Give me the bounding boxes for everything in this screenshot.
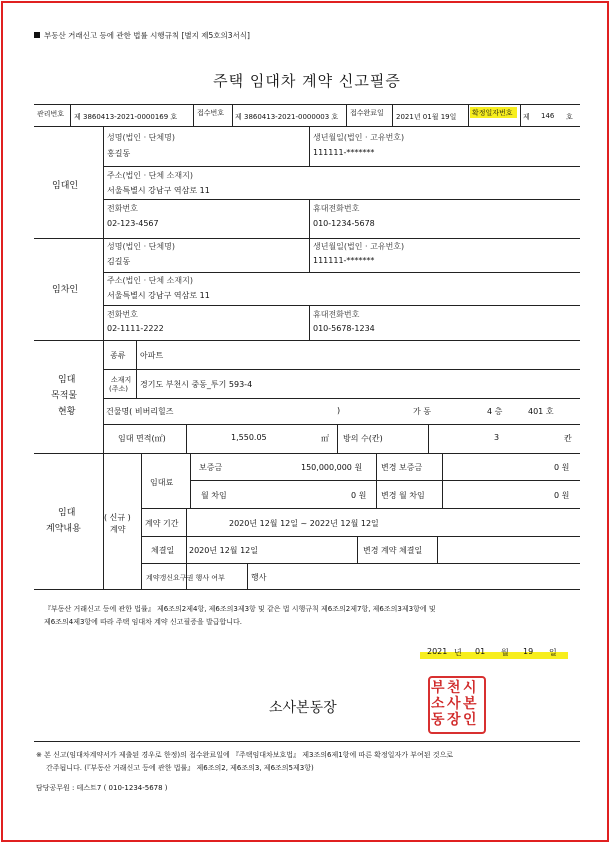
lessor-phone-value: 02-123-4567 [107, 219, 159, 228]
issue-day-unit: 일 [549, 648, 557, 657]
contract-section-label-2: 계약내용 [46, 524, 81, 534]
footnote-line-2: 간주됩니다. (『부동산 거래신고 등에 관한 법률』 제6조의2, 제6조의3, 제6조의5제3항) [46, 764, 314, 772]
property-location-value: 경기도 부천시 중동_투기 593-4 [140, 380, 253, 389]
lessor-birth-label: 생년월일(법인 · 고유번호) [313, 133, 405, 142]
property-building-label: 건물명( 비버리힐즈 [106, 407, 174, 416]
issue-month-unit: 월 [501, 648, 509, 657]
contract-section-label-1: 임대 [58, 508, 76, 518]
property-area-value: 1,550.05 [231, 433, 267, 442]
lessor-address-label: 주소(법인 · 단체 소재지) [107, 171, 193, 180]
lessee-address-label: 주소(법인 · 단체 소재지) [107, 276, 193, 285]
lessor-phone-label: 전화번호 [107, 204, 138, 213]
property-area-label: 임대 면적(㎡) [118, 434, 166, 443]
rule [34, 126, 580, 127]
rule [103, 126, 104, 340]
completion-date-value: 2021년 01월 19일 [396, 113, 457, 121]
rule [190, 480, 580, 481]
rule [103, 340, 104, 453]
property-location-label-1: 소재지 [111, 376, 132, 384]
lessor-mobile-label: 휴대전화번호 [313, 204, 360, 213]
signed-value: 2020년 12월 12일 [189, 546, 258, 555]
fixed-date-no-suffix: 호 [566, 113, 573, 121]
fixed-date-no-label: 확정일자번호 [472, 109, 513, 117]
property-area-unit: ㎡ [321, 434, 329, 443]
official-seal: 시 본 인 천 사 장 부 소 동 [428, 676, 486, 734]
rule [357, 536, 358, 563]
contract-kind-label-1: ( 신규 ) [104, 513, 131, 522]
deposit-change-value: 0 원 [554, 463, 570, 472]
rule [141, 453, 142, 589]
rule [392, 104, 393, 126]
renewal-value: 행사 [251, 573, 267, 582]
lessor-birth-value: 111111-******* [313, 148, 375, 157]
lessee-birth-label: 생년월일(법인 · 고유번호) [313, 242, 405, 251]
rule [309, 305, 310, 340]
property-rooms-value: 3 [494, 433, 500, 442]
rule [103, 424, 580, 425]
lessee-address-value: 서울특별시 강남구 역삼로 11 [107, 291, 210, 300]
fixed-date-no-number: 146 [541, 112, 555, 120]
issuer-name: 소사본동장 [269, 700, 337, 716]
property-type-label: 종류 [110, 351, 126, 360]
mgmt-no-label: 관리번호 [37, 110, 65, 118]
property-dong-label: 가 동 [413, 407, 431, 416]
lessee-phone-value: 02-1111-2222 [107, 324, 164, 333]
rule [468, 104, 469, 126]
rule [247, 563, 248, 589]
rule [520, 104, 521, 126]
monthly-change-label: 변경 월 차임 [381, 491, 425, 500]
rule [34, 741, 580, 742]
contract-kind-label-2: 계약 [110, 525, 126, 534]
receipt-no-value: 제 3860413-2021-0000003 호 [235, 113, 339, 121]
monthly-change-value: 0 원 [554, 491, 570, 500]
rule [34, 238, 580, 239]
rule [437, 536, 438, 563]
rule [103, 398, 580, 399]
rule [141, 536, 580, 537]
rule [103, 166, 580, 167]
rule [141, 508, 580, 509]
rule [34, 104, 580, 105]
renewal-label: 계약갱신요구권 행사 여부 [146, 574, 225, 582]
page-title: 주택 임대차 계약 신고필증 [213, 72, 401, 90]
statement-line-2: 제6조의4제3항에 따라 주택 임대차 계약 신고필증을 발급합니다. [44, 618, 242, 626]
deposit-value: 150,000,000 원 [301, 463, 363, 472]
property-building-close: ) [337, 406, 341, 415]
monthly-label: 월 차임 [201, 491, 227, 500]
bullet-square-icon [34, 32, 40, 38]
property-location-label-2: (주소) [109, 385, 128, 393]
lessee-name-label: 성명(법인 · 단체명) [107, 242, 175, 251]
rule [232, 104, 233, 126]
lessor-name-label: 성명(법인 · 단체명) [107, 133, 175, 142]
period-value: 2020년 12월 12일 ~ 2022년 12월 12일 [229, 519, 379, 528]
rule [428, 424, 429, 453]
rule [103, 272, 580, 273]
issue-year-unit: 년 [454, 648, 462, 657]
property-section-label-1: 임대 [58, 375, 76, 385]
rule [103, 305, 580, 306]
rule [70, 104, 71, 126]
signed-label: 체결일 [151, 546, 175, 555]
rule [309, 238, 310, 272]
rule [309, 126, 310, 166]
statement-line-1: 『부동산 거래신고 등에 관한 법률』 제6조의2제4항, 제6조의3제3항 및 같은 법 시행규칙 제6조의2제7항, 제6조의3제3항에 및 [44, 605, 436, 613]
rule [34, 340, 580, 341]
period-label: 계약 기간 [145, 519, 179, 528]
rule [34, 589, 580, 590]
lessor-name-value: 홍길동 [107, 149, 131, 158]
issue-year: 2021 [427, 647, 448, 656]
property-rooms-unit: 칸 [564, 434, 572, 443]
completion-date-label: 접수완료일 [350, 109, 384, 117]
form-reference: 부동산 거래신고 등에 관한 법률 시행규칙 [별지 제5호의3서식] [34, 30, 250, 41]
lessee-mobile-label: 휴대전화번호 [313, 310, 360, 319]
rule [193, 104, 194, 126]
receipt-no-label: 접수번호 [197, 109, 225, 117]
property-section-label-2: 목적물 [51, 391, 78, 401]
lessor-section-label: 임대인 [52, 181, 79, 191]
lessor-address-value: 서울특별시 강남구 역삼로 11 [107, 186, 210, 195]
fixed-date-no-prefix: 제 [523, 113, 530, 121]
lessee-phone-label: 전화번호 [107, 310, 138, 319]
lessee-birth-value: 111111-******* [313, 256, 375, 265]
officer-label: 담당공무원 : 테스트7 ( 010-1234-5678 ) [36, 784, 168, 792]
lessee-mobile-value: 010-5678-1234 [313, 324, 375, 333]
rule [141, 563, 580, 564]
property-type-value: 아파트 [140, 351, 164, 360]
property-floor-value: 4 층 [487, 407, 503, 416]
rule [34, 453, 580, 454]
monthly-value: 0 원 [351, 491, 367, 500]
lessee-section-label: 임차인 [52, 285, 79, 295]
property-rooms-label: 방의 수(칸) [343, 434, 383, 443]
mgmt-no-value: 제 3860413-2021-0000169 호 [74, 113, 178, 121]
issue-month: 01 [475, 647, 486, 656]
rule [346, 104, 347, 126]
rent-label: 임대료 [150, 478, 174, 487]
rule [186, 424, 187, 453]
rule [309, 199, 310, 238]
rule [103, 369, 580, 370]
lessor-mobile-value: 010-1234-5678 [313, 219, 375, 228]
rule [103, 199, 580, 200]
lessee-name-value: 김길동 [107, 257, 131, 266]
property-section-label-3: 현황 [58, 407, 76, 417]
deposit-change-label: 변경 보증금 [381, 463, 423, 472]
changed-label: 변경 계약 체결일 [363, 546, 423, 555]
rule [337, 424, 338, 453]
issue-day: 19 [523, 647, 534, 656]
deposit-label: 보증금 [199, 463, 223, 472]
footnote-line-1: ※ 본 신고(임대차계약서가 제출된 경우로 한정)의 접수완료일에 『주택임대차보호법』 제3조의6제1항에 따른 확정일자가 부여된 것으로 [36, 751, 454, 759]
property-unit-value: 401 호 [528, 407, 554, 416]
